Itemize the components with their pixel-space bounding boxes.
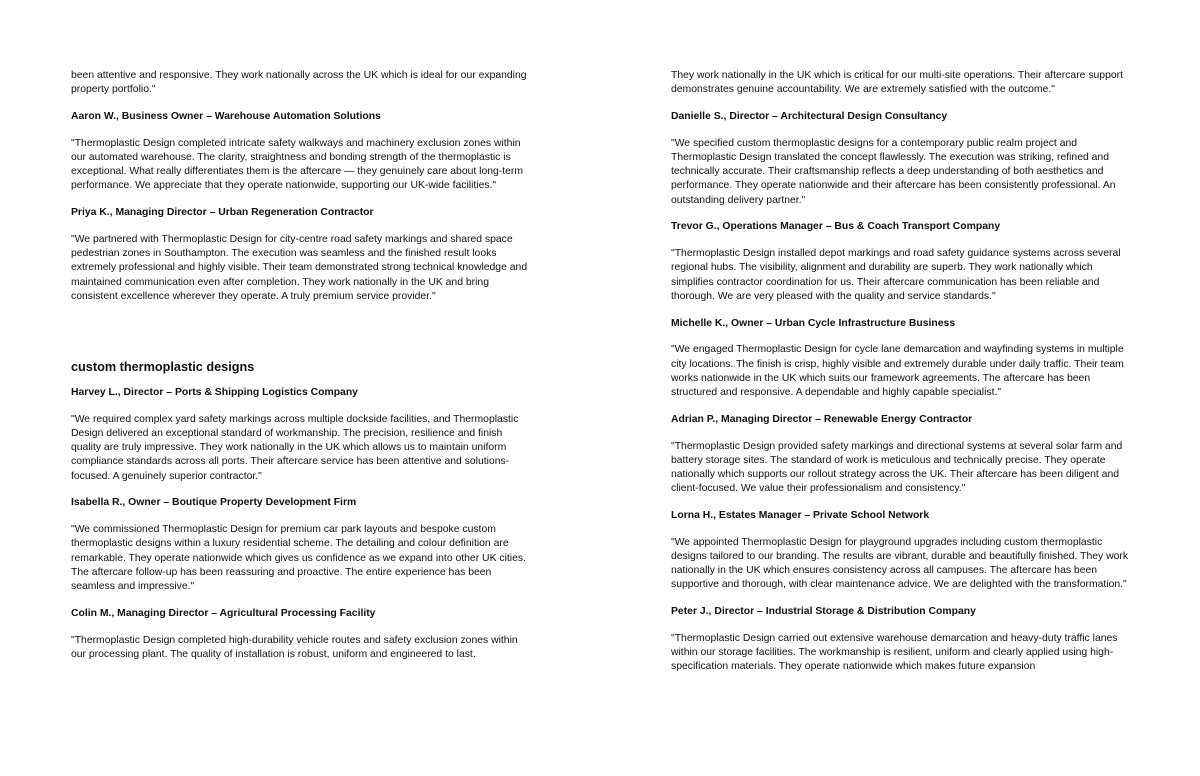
testimonial-quote: "Thermoplastic Design carried out extensive warehouse demarcation and heavy-duty traffic lanes within our storage facilities. The workmanship is resilient, uniform and clearly applied using high-specification materials. They operate nationwide which makes future expansion	[671, 633, 1118, 673]
testimonial-author: Adrian P., Managing Director – Renewable Energy Contractor	[671, 413, 973, 425]
section-heading: custom thermoplastic designs	[71, 360, 255, 375]
testimonial-author: Danielle S., Director – Architectural Design Consultancy	[671, 111, 948, 122]
testimonial-quote: "We specified custom thermoplastic designs for a contemporary public realm project and Thermoplastic Design translated the concept flawlessly. The execution was striking, refined and technically accurate. Their craftsmanship reflects a deep understanding of both aesthetics and performance. They operate nationwide and their aftercare has been consistently professional. An outstanding delivery partner."	[671, 137, 1116, 206]
intro-fragment: been attentive and responsive. They work nationally across the UK which is ideal for our expanding property portfolio."	[71, 70, 527, 96]
testimonial-quote: "We commissioned Thermoplastic Design for premium car park layouts and bespoke custom thermoplastic designs within a luxury residential scheme. The detailing and colour definition are remarkable. They operate nationwide which gives us confidence as we expand into other UK cities. The aftercare follow-up has been reassuring and proactive. The entire experience has been seamless and impressive."	[71, 524, 526, 593]
testimonial-quote: "We appointed Thermoplastic Design for playground upgrades including custom thermoplastic designs tailored to our branding. The results are vibrant, durable and beautifully finished. They work nationally in the UK which ensures consistency across all campuses. The aftercare has been supportive and thorough, with clear maintenance advice. We are delighted with the transformation."	[671, 536, 1129, 591]
right-column	[671, 69, 1129, 687]
testimonial-quote: "We engaged Thermoplastic Design for cycle lane demarcation and wayfinding systems in multiple city locations. The finish is crisp, highly visible and extremely durable under daily traffic. Their team works nationwide in the UK which suits our framework agreements. The aftercare has been structured and responsive. A dependable and highly capable specialist."	[671, 344, 1124, 399]
testimonial-author: Priya K., Managing Director – Urban Regeneration Contractor	[71, 207, 374, 219]
testimonial-quote: "We partnered with Thermoplastic Design for city-centre road safety markings and shared space pedestrian zones in Southampton. The execution was seamless and the finished result looks extremely professional and highly visible. Their team demonstrated strong technical knowledge and maintained communication even after completion. They work nationally in the UK and bring consistent excellence wherever they operate. A truly premium service provider."	[71, 234, 528, 302]
testimonial-author: Michelle K., Owner – Urban Cycle Infrastructure Business	[671, 317, 956, 329]
testimonial-author: Peter J., Director – Industrial Storage & Distribution Company	[671, 606, 976, 618]
testimonial-author: Lorna H., Estates Manager – Private School Network	[671, 510, 930, 522]
testimonial-author: Colin M., Managing Director – Agricultural Processing Facility	[71, 607, 376, 619]
testimonial-quote: "Thermoplastic Design installed depot markings and road safety guidance systems across several regional hubs. The visibility, alignment and durability are superb. They work nationally which simplifies contractor coordination for us. Their aftercare communication has been reliable and thorough. We are very pleased with the quality and service standards."	[671, 248, 1121, 302]
testimonial-author: Isabella R., Owner – Boutique Property Development Firm	[71, 497, 357, 509]
testimonial-author: Aaron W., Business Owner – Warehouse Automation Solutions	[71, 111, 381, 122]
right-page	[600, 0, 1200, 776]
testimonial-quote: "We required complex yard safety markings across multiple dockside facilities, and Thermoplastic Design delivered an exceptional standard of workmanship. The precision, resilience and finish quality are truly impressive. They work nationally in the UK which allows us to maintain uniform compliance standards across all ports. Their aftercare service has been attentive and solutions-focused. A genuinely superior contractor."	[71, 413, 519, 482]
testimonial-quote: "Thermoplastic Design completed high-durability vehicle routes and safety exclusion zones within our processing plant. The quality of installation is robust, uniform and engineered to last.	[71, 634, 518, 660]
intro-fragment: They work nationally in the UK which is critical for our multi-site operations. Their aftercare support demonstrates genuine accountability. We are extremely satisfied with the outcome."	[671, 70, 1123, 96]
testimonial-quote: "Thermoplastic Design completed intricate safety walkways and machinery exclusion zones within our automated warehouse. The clarity, straightness and bonding strength of the thermoplastic is exceptional. What really differentiates them is the aftercare — they genuinely care about long-term performance. We appreciate that they operate nationwide, supporting our UK-wide facilities."	[71, 137, 524, 192]
testimonial-quote: "Thermoplastic Design provided safety markings and directional systems at several solar farm and battery storage sites. The standard of work is meticulous and technically precise. They operate nationally which supports our rollout strategy across the UK. Their aftercare has been diligent and client-focused. We value their professionalism and consistency."	[671, 440, 1123, 495]
testimonial-author: Harvey L., Director – Ports & Shipping Logistics Company	[71, 387, 358, 399]
left-column	[71, 69, 533, 675]
testimonial-author: Trevor G., Operations Manager – Bus & Coach Transport Company	[671, 221, 1001, 233]
